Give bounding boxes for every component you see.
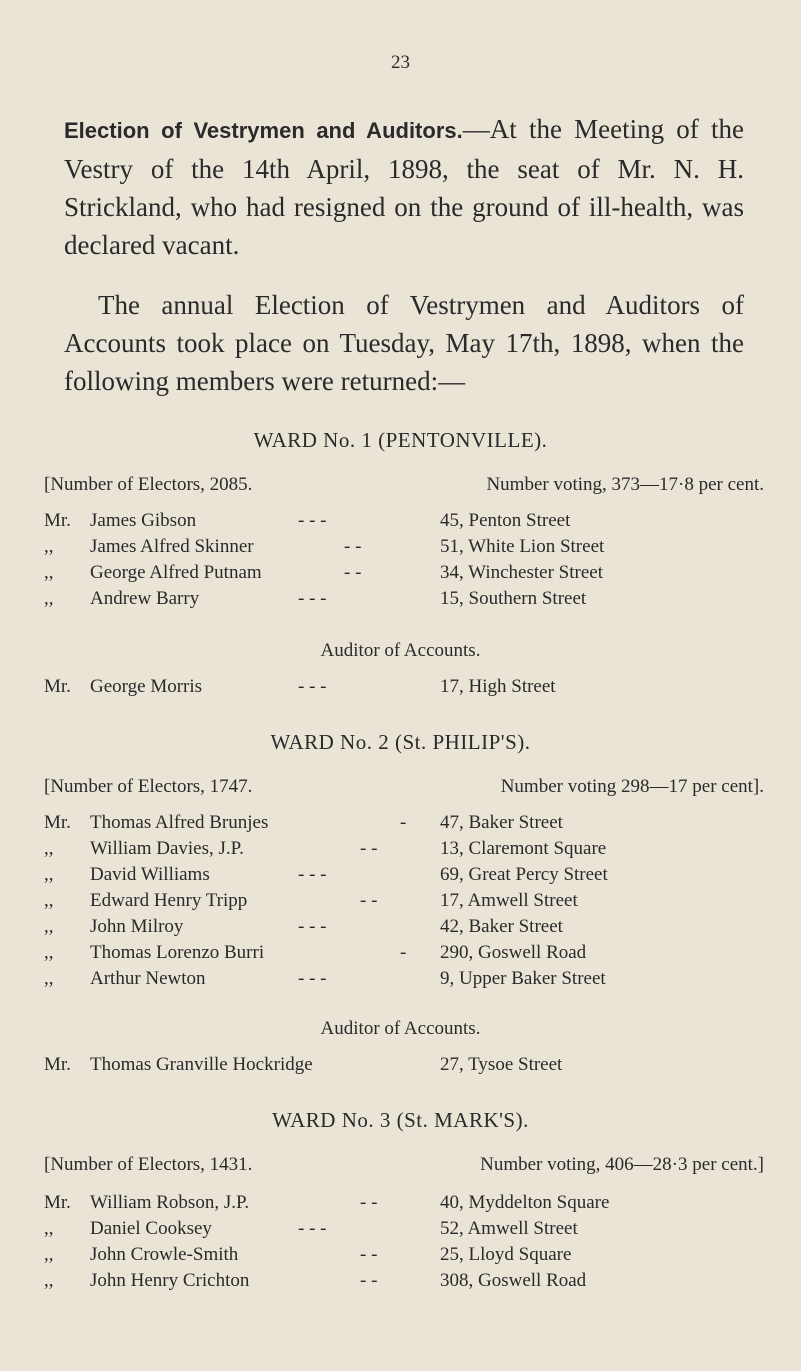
leader-dashes: - - - <box>298 510 327 531</box>
leader-dashes: - - <box>344 536 362 557</box>
member-title: ,, <box>44 588 54 609</box>
member-address: 42, Baker Street <box>440 916 563 937</box>
ward-2-member <box>44 916 764 940</box>
leader-dashes: - - <box>360 1244 378 1265</box>
ward-2-electors: [Number of Electors, 1747. <box>44 776 253 797</box>
ward-3-voting: Number voting, 406—28·3 per cent.] <box>480 1154 764 1175</box>
member-address: 47, Baker Street <box>440 812 563 833</box>
member-address: 40, Myddelton Square <box>440 1192 610 1213</box>
ward-2-stats <box>44 776 764 798</box>
member-title: ,, <box>44 942 54 963</box>
member-address: 34, Winchester Street <box>440 562 603 583</box>
leader-dashes: - - <box>344 562 362 583</box>
intro-text: —At the Meeting of the Vestry of the 14th April, 1898, the seat of Mr. N. H. Strickland, who had resigned on the ground of ill-health, was declared vacant. <box>64 114 744 260</box>
ward-1-stats <box>44 474 764 496</box>
member-name: Thomas Alfred Brunjes <box>90 812 269 833</box>
ward-3-member <box>44 1218 764 1242</box>
member-name: John Crowle-Smith <box>90 1244 239 1265</box>
leader-dashes: - - - <box>298 864 327 885</box>
member-name: William Davies, J.P. <box>90 838 244 859</box>
ward-3-stats <box>44 1154 764 1176</box>
leader-dashes: - - - <box>298 588 327 609</box>
member-title: ,, <box>44 864 54 885</box>
leader-dashes: - <box>400 942 407 963</box>
member-address: 13, Claremont Square <box>440 838 607 859</box>
leader-dashes: - - <box>360 890 378 911</box>
member-name: John Milroy <box>90 916 184 937</box>
ward-1-member <box>44 562 764 586</box>
member-name: David Williams <box>90 864 210 885</box>
member-address: 290, Goswell Road <box>440 942 587 963</box>
member-name: Andrew Barry <box>90 588 200 609</box>
ward-1-electors: [Number of Electors, 2085. <box>44 474 253 495</box>
page-number: 23 <box>391 52 410 73</box>
ward-1-heading: WARD No. 1 (PENTONVILLE). <box>253 428 548 452</box>
member-address: 17, Amwell Street <box>440 890 578 911</box>
ward-3-member <box>44 1192 764 1216</box>
auditor-name: George Morris <box>90 676 203 697</box>
ward-2-member <box>44 890 764 914</box>
member-title: Mr. <box>44 510 71 531</box>
leader-dashes: - - - <box>298 1218 327 1239</box>
ward-1-auditor-heading: Auditor of Accounts. <box>320 640 481 661</box>
annual-election-paragraph: The annual Election of Vestrymen and Auditors of Accounts took place on Tuesday, May 17th, 1898, when the following members were returned:— <box>64 290 744 396</box>
member-title: ,, <box>44 968 54 989</box>
member-address: 52, Amwell Street <box>440 1218 578 1239</box>
leader-dashes: - - <box>360 838 378 859</box>
leader-dashes: - - <box>360 1192 378 1213</box>
ward-1-member <box>44 588 764 612</box>
intro-paragraph <box>64 110 744 264</box>
leader-dashes: - - - <box>298 916 327 937</box>
ward-2-voting: Number voting 298—17 per cent]. <box>500 776 764 797</box>
ward-3-electors: [Number of Electors, 1431. <box>44 1154 253 1175</box>
member-title: ,, <box>44 838 54 859</box>
member-title: Mr. <box>44 812 71 833</box>
member-address: 25, Lloyd Square <box>440 1244 572 1265</box>
leader-dashes: - <box>400 812 407 833</box>
ward-2-member <box>44 838 764 862</box>
member-name: Arthur Newton <box>90 968 206 989</box>
auditor-title: Mr. <box>44 676 71 697</box>
intro-lead-heading: Election of Vestrymen and Auditors. <box>64 118 463 143</box>
auditor-address: 17, High Street <box>440 676 556 697</box>
member-address: 308, Goswell Road <box>440 1270 587 1291</box>
leader-dashes: - - - <box>298 968 327 989</box>
ward-2-member <box>44 942 764 966</box>
leader-dashes: - - - <box>298 676 327 697</box>
member-title: ,, <box>44 536 54 557</box>
ward-1-member <box>44 510 764 534</box>
member-title: ,, <box>44 1218 54 1239</box>
auditor-title: Mr. <box>44 1054 71 1075</box>
member-title: ,, <box>44 1270 54 1291</box>
leader-dashes: - - <box>360 1270 378 1291</box>
auditor-name: Thomas Granville Hockridge <box>90 1054 313 1075</box>
ward-1-voting: Number voting, 373—17·8 per cent. <box>486 474 764 495</box>
ward-2-heading: WARD No. 2 (St. PHILIP'S). <box>270 730 531 754</box>
member-title: ,, <box>44 890 54 911</box>
member-title: ,, <box>44 916 54 937</box>
member-address: 69, Great Percy Street <box>440 864 608 885</box>
member-title: Mr. <box>44 1192 71 1213</box>
member-address: 15, Southern Street <box>440 588 587 609</box>
member-name: George Alfred Putnam <box>90 562 262 583</box>
ward-3-heading: WARD No. 3 (St. MARK'S). <box>272 1108 529 1132</box>
member-address: 9, Upper Baker Street <box>440 968 606 989</box>
member-name: James Gibson <box>90 510 197 531</box>
member-title: ,, <box>44 562 54 583</box>
member-title: ,, <box>44 1244 54 1265</box>
ward-1-member <box>44 536 764 560</box>
ward-2-auditor-heading: Auditor of Accounts. <box>320 1018 481 1039</box>
ward-3-member <box>44 1270 764 1294</box>
auditor-address: 27, Tysoe Street <box>440 1054 563 1075</box>
ward-2-member <box>44 864 764 888</box>
ward-2-auditor <box>44 1054 764 1078</box>
member-address: 45, Penton Street <box>440 510 571 531</box>
member-name: Daniel Cooksey <box>90 1218 212 1239</box>
ward-3-member <box>44 1244 764 1268</box>
member-address: 51, White Lion Street <box>440 536 605 557</box>
ward-2-member <box>44 968 764 992</box>
member-name: James Alfred Skinner <box>90 536 254 557</box>
member-name: John Henry Crichton <box>90 1270 250 1291</box>
member-name: Edward Henry Tripp <box>90 890 248 911</box>
member-name: Thomas Lorenzo Burri <box>90 942 265 963</box>
member-name: William Robson, J.P. <box>90 1192 250 1213</box>
ward-1-auditor <box>44 676 764 700</box>
ward-2-member <box>44 812 764 836</box>
